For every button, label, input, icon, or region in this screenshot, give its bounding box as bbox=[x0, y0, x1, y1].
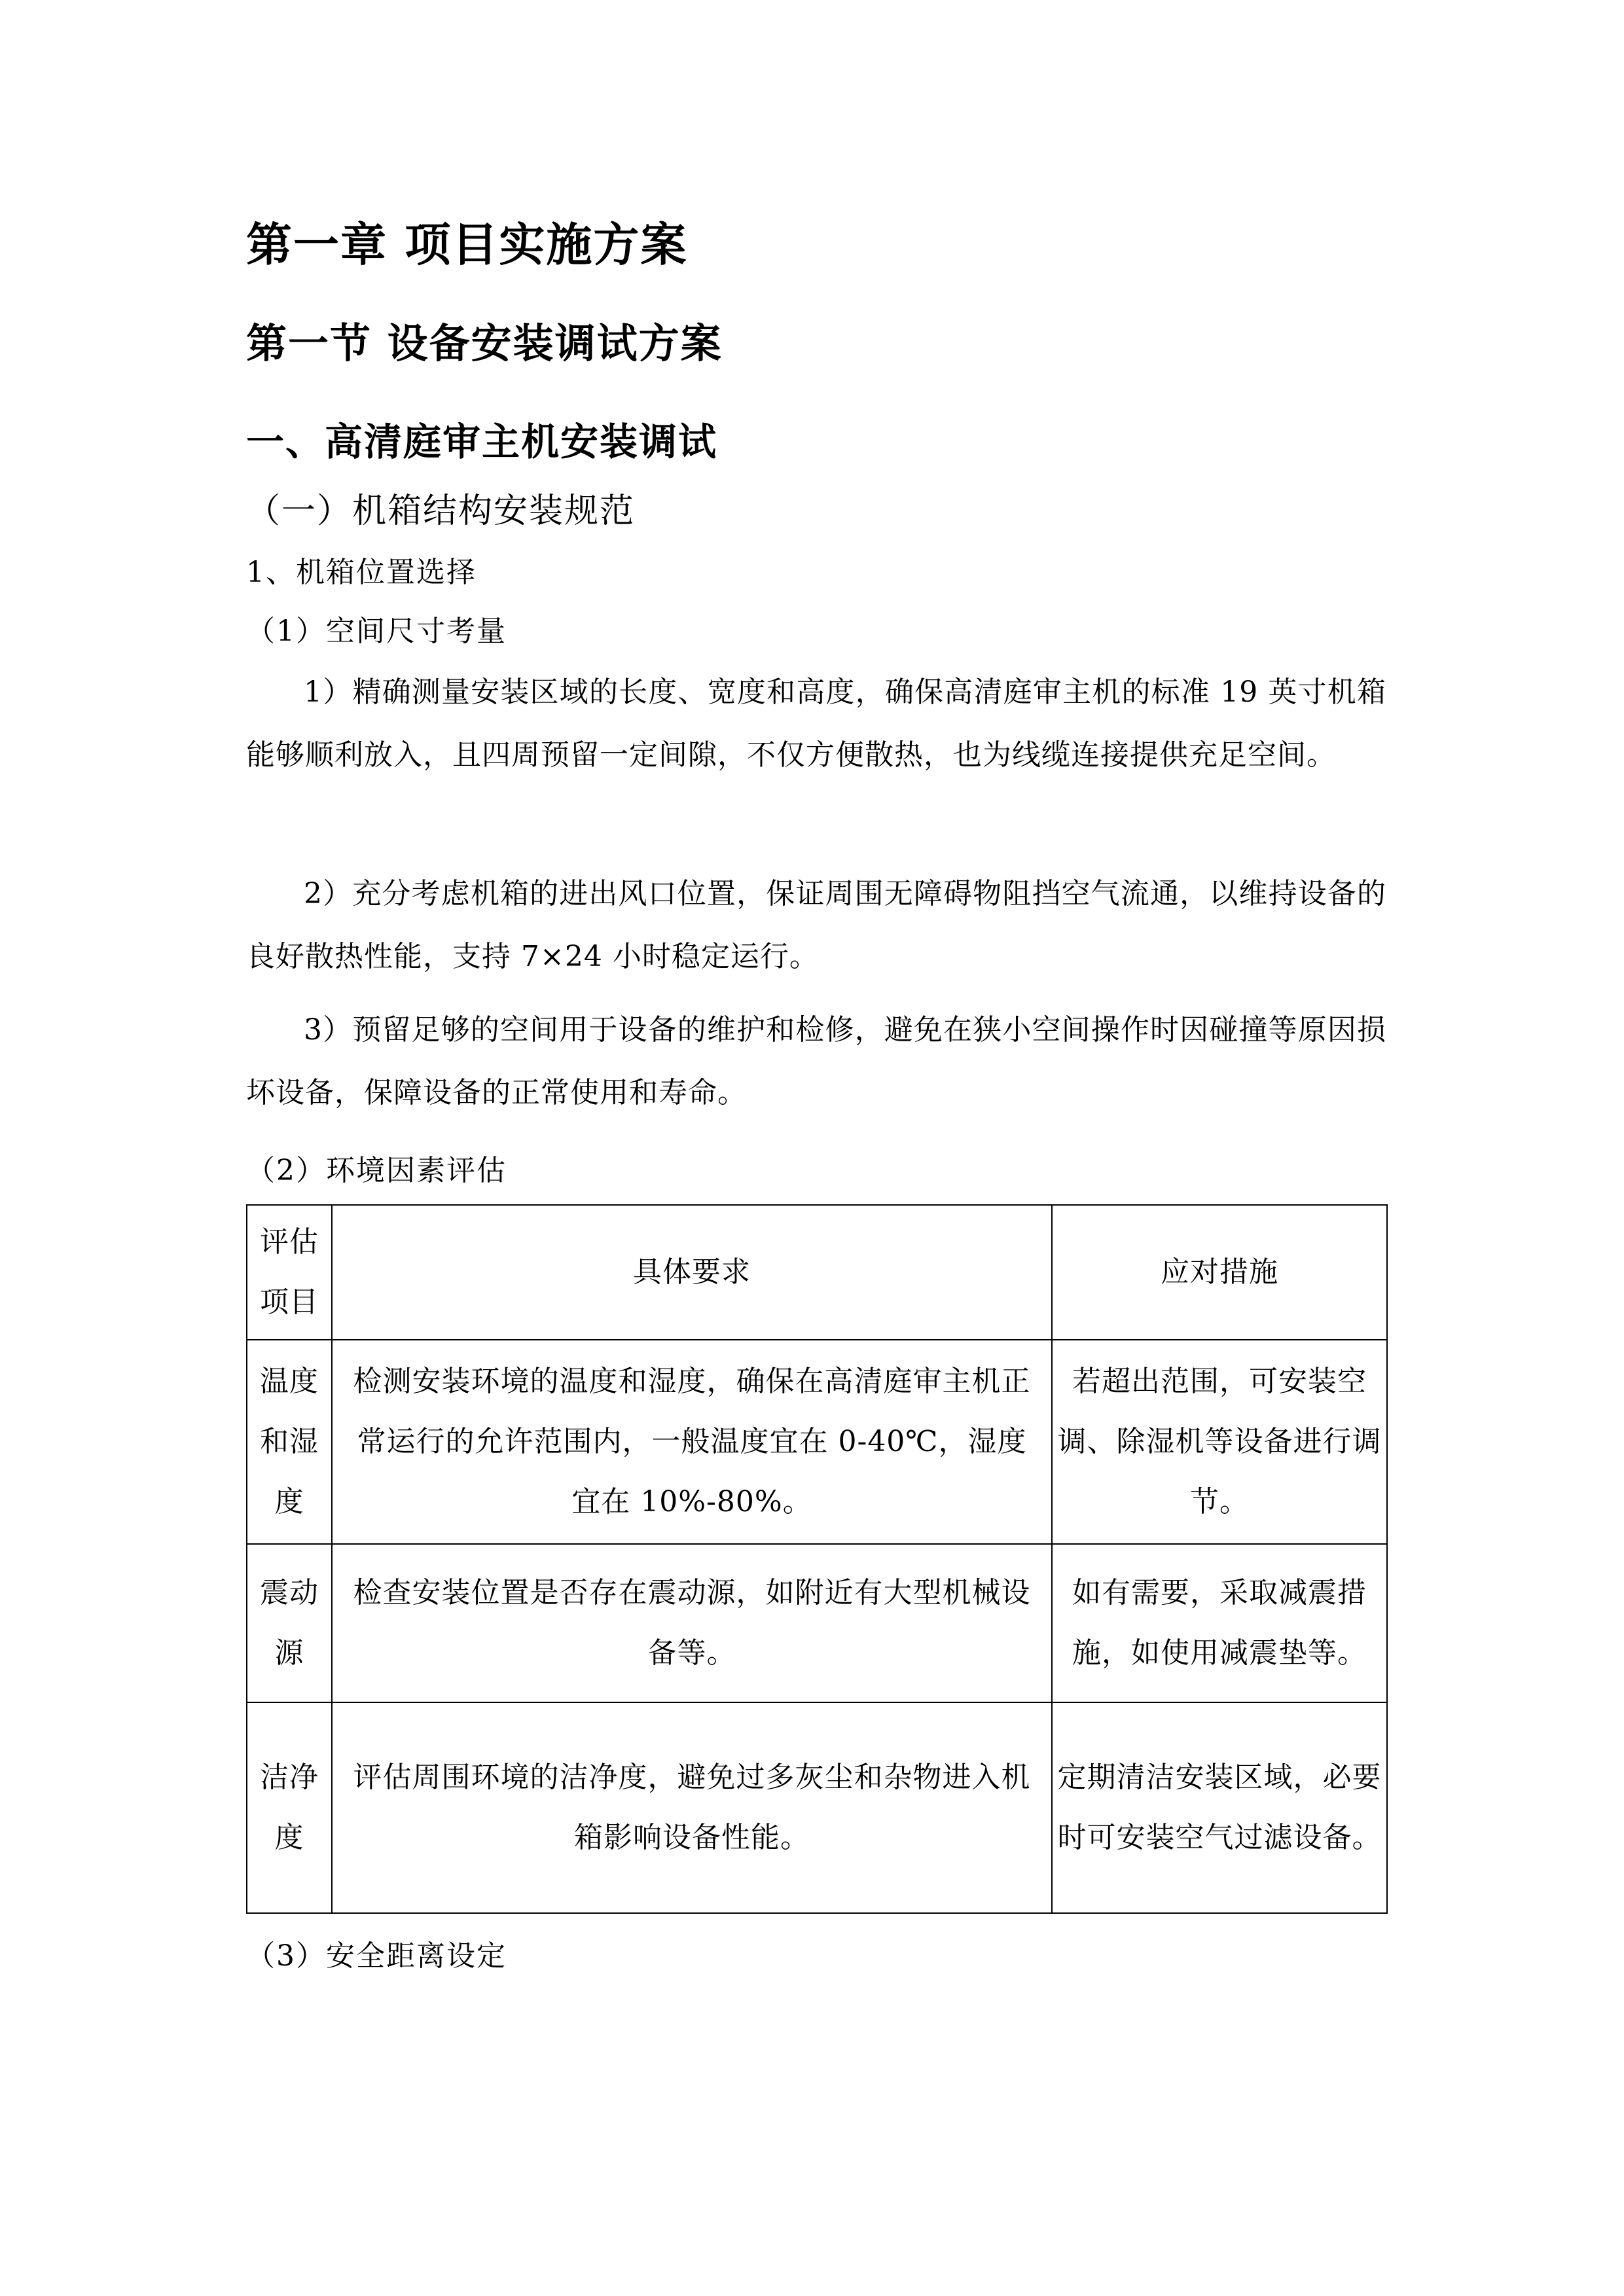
table-row bbox=[247, 1702, 1387, 1913]
section-title: 第一节 设备安装调试方案 bbox=[246, 319, 723, 367]
cell-item: 洁净度 bbox=[247, 1702, 332, 1913]
cell-measure: 如有需要，采取减震措施，如使用减震垫等。 bbox=[1052, 1544, 1387, 1702]
cell-measure: 若超出范围，可安装空调、除湿机等设备进行调节。 bbox=[1052, 1340, 1387, 1544]
environment-heading: （2）环境因素评估 bbox=[246, 1154, 507, 1187]
header-measure: 应对措施 bbox=[1052, 1205, 1387, 1340]
sub-subsection-title: （一）机箱结构安装规范 bbox=[246, 492, 636, 531]
cell-requirement: 检测安装环境的温度和湿度，确保在高清庭审主机正常运行的允许范围内，一般温度宜在 0-40℃，湿度宜在 10%-80%。 bbox=[332, 1340, 1052, 1544]
table-row bbox=[247, 1544, 1387, 1702]
item-title: 1、机箱位置选择 bbox=[246, 556, 477, 589]
cell-item: 震动源 bbox=[247, 1544, 332, 1702]
cell-measure: 定期清洁安装区域，必要时可安装空气过滤设备。 bbox=[1052, 1702, 1387, 1913]
header-requirement: 具体要求 bbox=[332, 1205, 1052, 1340]
space-paragraph-3: 3）预留足够的空间用于设备的维护和检修，避免在狭小空间操作时因碰撞等原因损坏设备，保障设备的正常使用和寿命。 bbox=[246, 1013, 1386, 1109]
safety-heading: （3）安全距离设定 bbox=[246, 1939, 507, 1973]
subsection-title: 一、高清庭审主机安装调试 bbox=[246, 420, 718, 464]
cell-requirement: 评估周围环境的洁净度，避免过多灰尘和杂物进入机箱影响设备性能。 bbox=[332, 1702, 1052, 1913]
space-paragraph-2: 2）充分考虑机箱的进出风口位置，保证周围无障碍物阻挡空气流通，以维持设备的良好散热性能，支持 7×24 小时稳定运行。 bbox=[246, 877, 1386, 973]
table-row bbox=[247, 1340, 1387, 1544]
space-heading: （1）空间尺寸考量 bbox=[246, 615, 507, 648]
cell-item: 温度和湿度 bbox=[247, 1340, 332, 1544]
environment-table bbox=[246, 1204, 1388, 1914]
space-paragraph-1: 1）精确测量安装区域的长度、宽度和高度，确保高清庭审主机的标准 19 英寸机箱能够顺利放入，且四周预留一定间隙，不仅方便散热，也为线缆连接提供充足空间。 bbox=[246, 675, 1386, 772]
header-item: 评估项目 bbox=[247, 1205, 332, 1340]
table-header-row bbox=[247, 1205, 1387, 1340]
chapter-title: 第一章 项目实施方案 bbox=[246, 217, 688, 272]
cell-requirement: 检查安装位置是否存在震动源，如附近有大型机械设备等。 bbox=[332, 1544, 1052, 1702]
